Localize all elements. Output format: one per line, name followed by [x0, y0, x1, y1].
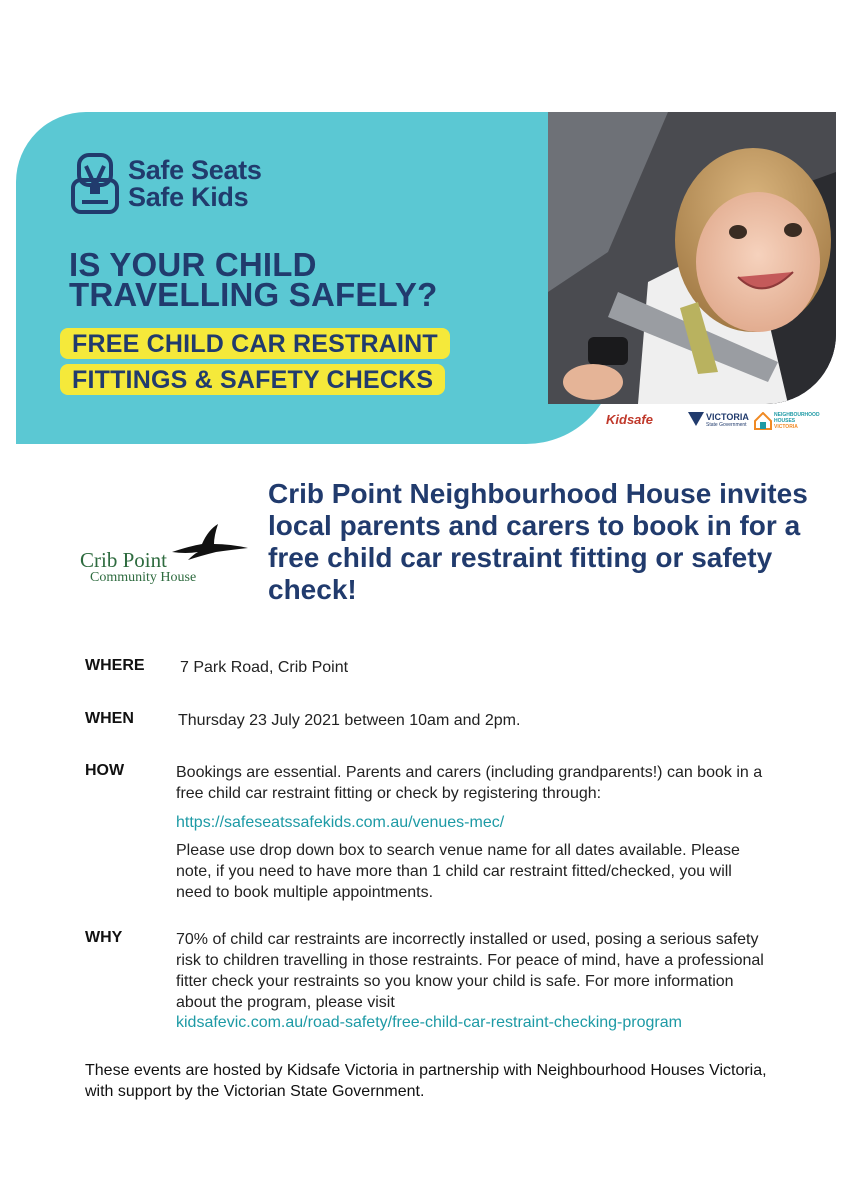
kidsafe-logo-text: Kidsafe — [606, 412, 653, 427]
crib-point-community-house-logo — [80, 522, 250, 592]
how-note: Please use drop down box to search venue name for all dates available. Please note, if you need to have more than 1 child car restraint fitted/checked, you will need to book multiple appointments. — [176, 842, 740, 901]
neighbourhood-houses-text: NEIGHBOURHOOD HOUSES — [774, 412, 820, 424]
when-label: WHEN — [85, 710, 134, 727]
bird-icon — [170, 522, 250, 562]
why-label: WHY — [85, 929, 123, 946]
neighbourhood-houses-subtext: VICTORIA — [774, 424, 798, 430]
kidsafe-program-link[interactable]: kidsafevic.com.au/road-safety/free-child-car-restraint-checking-program — [176, 1014, 682, 1031]
child-photo-illustration — [548, 112, 836, 404]
neighbourhood-houses-logo — [754, 412, 834, 430]
sponsor-logos — [606, 412, 836, 446]
victoria-logo — [688, 412, 749, 428]
victoria-logo-subtext: State Government — [706, 422, 747, 428]
house-icon — [754, 412, 772, 430]
why-value: 70% of child car restraints are incorrectly installed or used, posing a serious safety risk to children travelling in those restraints. For peace of mind, have a professional fitter check your restraints so you know your child is safe. For more information about the program, please visit — [176, 931, 764, 1011]
headline-line-2: TRAVELLING SAFELY? — [69, 276, 438, 313]
logo-line-2: Safe Kids — [128, 182, 249, 212]
child-car-seat-photo — [548, 112, 836, 404]
victoria-logo-text: VICTORIA — [706, 412, 749, 422]
kidsafe-logo — [606, 412, 653, 427]
crib-point-logo-title: Crib Point — [80, 548, 167, 572]
headline — [69, 246, 438, 313]
how-value: Bookings are essential. Parents and carers (including grandparents!) can book in a free child car restraint fitting or check by registering through: — [176, 764, 763, 802]
safe-seats-logo — [70, 152, 262, 216]
victoria-triangle-icon — [688, 412, 704, 428]
offer-pill-1: FREE CHILD CAR RESTRAINT — [60, 328, 450, 359]
footer-partnership-note: These events are hosted by Kidsafe Victoria in partnership with Neighbourhood Houses Victoria, with support by the Victorian State Government. — [85, 1062, 767, 1100]
booking-link[interactable]: https://safeseatssafekids.com.au/venues-mec/ — [176, 814, 505, 831]
when-value: Thursday 23 July 2021 between 10am and 2pm. — [178, 712, 521, 729]
where-label: WHERE — [85, 657, 145, 674]
how-label: HOW — [85, 762, 125, 779]
logo-line-1: Safe Seats — [128, 155, 262, 185]
hero-banner — [16, 112, 836, 444]
offer-pill-2: FITTINGS & SAFETY CHECKS — [60, 364, 445, 395]
crib-point-logo-subtitle: Community House — [90, 570, 197, 585]
where-value: 7 Park Road, Crib Point — [180, 659, 349, 676]
car-seat-icon — [70, 152, 120, 216]
invitation-heading: Crib Point Neighbourhood House invites local parents and carers to book in for a free child car restraint fitting or safety check! — [268, 478, 808, 605]
headline-line-1: IS YOUR CHILD — [69, 246, 317, 283]
